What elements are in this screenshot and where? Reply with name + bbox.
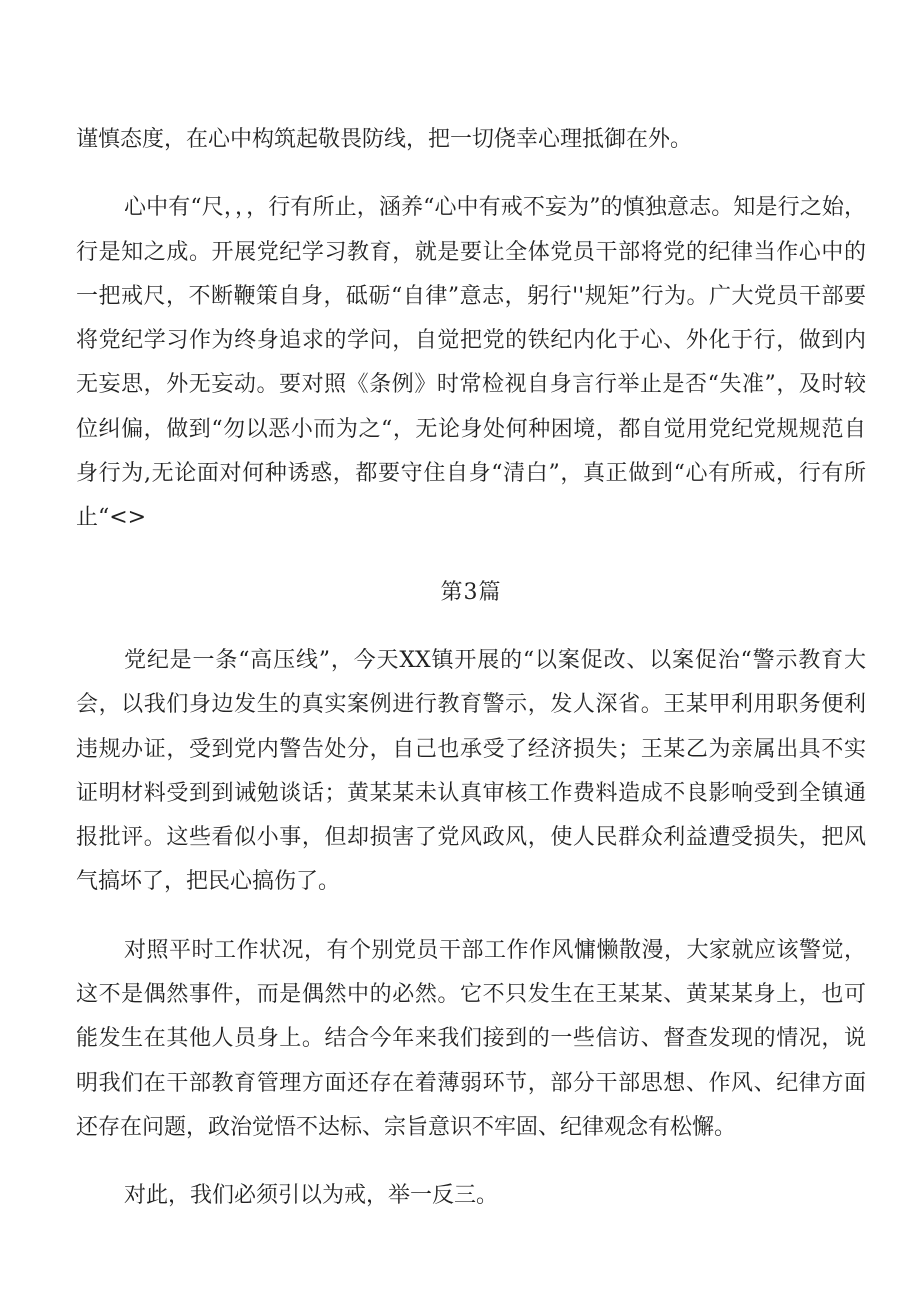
paragraph-self-discipline: 心中有“尺，，，行有所止，涵养“心中有戒不妄为”的慎独意志。知是行之始，行是知之成。开展党纪学习教育，就是要让全体党员干部将党的纪律当作心中的一把戒尺，不断鞭策自身，砥砺“自律”意志，躬行''规矩”行为。广大党员干部要将党纪学习作为终身追求的学问，自觉把党的铁纪内化于心、外化于行，做到内无妄思，外无妄动。要对照《条例》时常检视自身言行举止是否“失准”，及时较位纠偏，做到“勿以恶小而为之“，无论身处何种困境，都自觉用党纪党规规范自身行为,无论面对何种诱惑，都要守住自身“清白”，真正做到“心有所戒，行有所止“<> <box>76 195 866 531</box>
paragraph-work-style-review: 对照平时工作状况，有个别党员干部工作作风慵懒散漫，大家就应该警觉，这不是偶然事件，而是偶然中的必然。它不只发生在王某某、黄某某身上，也可能发生在其他人员身上。结合今年来我们接到的一些信访、督查发现的情况，说明我们在干部教育管理方面还存在着薄弱环节，部分干部思想、作风、纪律方面还存在问题，政治觉悟不达标、宗旨意识不牢固、纪律观念有松懈。 <box>76 937 866 1140</box>
paragraph-continued: 谨慎态度，在心中构筑起敬畏防线，把一切侥幸心理抵御在外。 <box>76 127 693 152</box>
section-heading: 第3篇 <box>440 579 502 605</box>
paragraph-conclusion: 对此，我们必须引以为戒，举一反三。 <box>124 1183 499 1209</box>
document-body <box>76 118 866 1219</box>
paragraph-warning-conference: 党纪是一条“高压线”，今天XX镇开展的“以案促改、以案促治“警示教育大会，以我们身边发生的真实案例进行教育警示，发人深省。王某甲利用职务便利违规办证，受到党内警告处分，自己也承受了经济损失；王某乙为亲属出具不实证明材料受到到诫勉谈话；黄某某未认真审核工作费料造成不良影响受到全镇通报批评。这些看似小事，但却损害了党风政风，使人民群众利益遭受损失，把风气搞坏了，把民心搞伤了。 <box>76 647 866 895</box>
